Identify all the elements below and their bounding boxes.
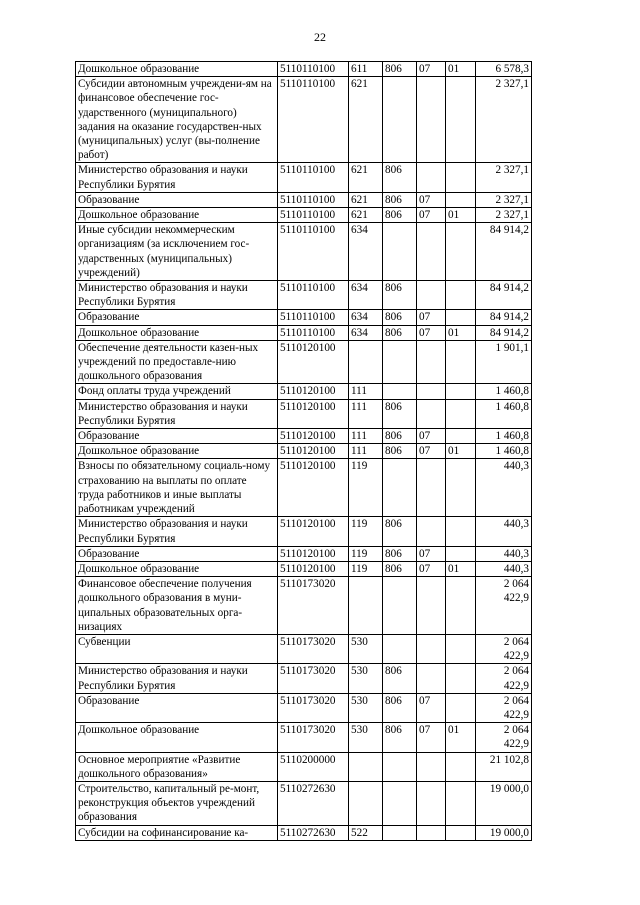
subsection-code <box>446 459 476 517</box>
expense-type-code: 530 <box>349 664 383 693</box>
expense-type-code: 634 <box>349 281 383 310</box>
table-row <box>76 459 532 517</box>
table-row <box>76 208 532 223</box>
target-article-code: 5110173020 <box>278 577 349 635</box>
ministry-code: 806 <box>383 546 417 561</box>
target-article-code: 5110272630 <box>278 781 349 825</box>
ministry-code: 806 <box>383 325 417 340</box>
ministry-code: 806 <box>383 517 417 546</box>
expense-type-code: 621 <box>349 192 383 207</box>
ministry-code <box>383 781 417 825</box>
row-name: Дошкольное образование <box>76 723 278 752</box>
section-code <box>417 781 446 825</box>
expense-type-code <box>349 577 383 635</box>
budget-table-body <box>76 62 532 841</box>
target-article-code: 5110110100 <box>278 208 349 223</box>
row-name: Министерство образования и науки Республики Бурятия <box>76 517 278 546</box>
table-row <box>76 781 532 825</box>
expense-type-code: 119 <box>349 561 383 576</box>
subsection-code <box>446 693 476 722</box>
subsection-code <box>446 384 476 399</box>
subsection-code: 01 <box>446 561 476 576</box>
section-code: 07 <box>417 546 446 561</box>
section-code <box>417 223 446 281</box>
subsection-code: 01 <box>446 62 476 77</box>
amount: 84 914,2 <box>476 223 532 281</box>
section-code <box>417 752 446 781</box>
expense-type-code <box>349 752 383 781</box>
target-article-code: 5110110100 <box>278 163 349 192</box>
amount: 2 064 422,9 <box>476 664 532 693</box>
subsection-code <box>446 752 476 781</box>
target-article-code: 5110120100 <box>278 384 349 399</box>
ministry-code: 806 <box>383 192 417 207</box>
row-name: Субсидии на софинансирование ка- <box>76 825 278 840</box>
target-article-code: 5110120100 <box>278 429 349 444</box>
amount: 1 460,8 <box>476 429 532 444</box>
expense-type-code: 611 <box>349 62 383 77</box>
amount: 1 460,8 <box>476 384 532 399</box>
row-name: Взносы по обязательному социаль-ному страхованию на выплаты по оплате труда работников и иные выплаты работникам учреждений <box>76 459 278 517</box>
ministry-code: 806 <box>383 693 417 722</box>
amount: 2 327,1 <box>476 208 532 223</box>
subsection-code <box>446 825 476 840</box>
expense-type-code: 119 <box>349 517 383 546</box>
subsection-code <box>446 781 476 825</box>
expense-type-code <box>349 340 383 384</box>
expense-type-code: 634 <box>349 325 383 340</box>
target-article-code: 5110110100 <box>278 77 349 163</box>
subsection-code: 01 <box>446 723 476 752</box>
expense-type-code: 111 <box>349 444 383 459</box>
ministry-code: 806 <box>383 163 417 192</box>
subsection-code <box>446 517 476 546</box>
subsection-code: 01 <box>446 208 476 223</box>
table-row <box>76 281 532 310</box>
target-article-code: 5110120100 <box>278 340 349 384</box>
row-name: Строительство, капитальный ре-монт, реконструкция объектов учреждений образования <box>76 781 278 825</box>
amount: 2 064 422,9 <box>476 577 532 635</box>
amount: 440,3 <box>476 561 532 576</box>
table-row <box>76 664 532 693</box>
table-row <box>76 325 532 340</box>
amount: 2 064 422,9 <box>476 634 532 663</box>
table-row <box>76 517 532 546</box>
target-article-code: 5110120100 <box>278 561 349 576</box>
ministry-code <box>383 384 417 399</box>
ministry-code: 806 <box>383 399 417 428</box>
ministry-code: 806 <box>383 444 417 459</box>
amount: 2 064 422,9 <box>476 693 532 722</box>
amount: 440,3 <box>476 517 532 546</box>
target-article-code: 5110272630 <box>278 825 349 840</box>
row-name: Министерство образования и науки Республики Бурятия <box>76 399 278 428</box>
table-row <box>76 546 532 561</box>
row-name: Субсидии автономным учреждени-ям на финансовое обеспечение гос-ударственного (муниципального) задания на оказание государствен-ных (муниципальных) услуг (вы-полнение работ) <box>76 77 278 163</box>
section-code <box>417 664 446 693</box>
ministry-code <box>383 577 417 635</box>
row-name: Субвенции <box>76 634 278 663</box>
amount: 19 000,0 <box>476 825 532 840</box>
section-code: 07 <box>417 444 446 459</box>
expense-type-code: 621 <box>349 77 383 163</box>
ministry-code: 806 <box>383 429 417 444</box>
amount: 84 914,2 <box>476 310 532 325</box>
ministry-code <box>383 825 417 840</box>
row-name: Образование <box>76 192 278 207</box>
table-row <box>76 825 532 840</box>
table-row <box>76 223 532 281</box>
amount: 440,3 <box>476 546 532 561</box>
target-article-code: 5110110100 <box>278 310 349 325</box>
table-row <box>76 163 532 192</box>
expense-type-code: 530 <box>349 693 383 722</box>
row-name: Министерство образования и науки Республики Бурятия <box>76 281 278 310</box>
target-article-code: 5110120100 <box>278 517 349 546</box>
target-article-code: 5110110100 <box>278 281 349 310</box>
subsection-code <box>446 281 476 310</box>
table-row <box>76 399 532 428</box>
amount: 2 327,1 <box>476 192 532 207</box>
amount: 440,3 <box>476 459 532 517</box>
page-number: 22 <box>314 30 326 44</box>
section-code: 07 <box>417 62 446 77</box>
section-code <box>417 459 446 517</box>
subsection-code <box>446 77 476 163</box>
expense-type-code: 634 <box>349 223 383 281</box>
expense-type-code: 522 <box>349 825 383 840</box>
row-name: Министерство образования и науки Республики Бурятия <box>76 664 278 693</box>
subsection-code <box>446 634 476 663</box>
table-row <box>76 192 532 207</box>
ministry-code <box>383 340 417 384</box>
amount: 19 000,0 <box>476 781 532 825</box>
row-name: Дошкольное образование <box>76 62 278 77</box>
row-name: Дошкольное образование <box>76 444 278 459</box>
expense-type-code: 111 <box>349 429 383 444</box>
row-name: Иные субсидии некоммерческим организациям (за исключением гос-ударственных (муниципальных) учреждений) <box>76 223 278 281</box>
section-code <box>417 163 446 192</box>
subsection-code: 01 <box>446 444 476 459</box>
target-article-code: 5110120100 <box>278 444 349 459</box>
amount: 84 914,2 <box>476 281 532 310</box>
table-row <box>76 340 532 384</box>
section-code <box>417 825 446 840</box>
expense-type-code: 119 <box>349 546 383 561</box>
amount: 6 578,3 <box>476 62 532 77</box>
table-row <box>76 634 532 663</box>
section-code <box>417 77 446 163</box>
target-article-code: 5110173020 <box>278 634 349 663</box>
section-code: 07 <box>417 723 446 752</box>
subsection-code <box>446 429 476 444</box>
table-row <box>76 77 532 163</box>
expense-type-code <box>349 781 383 825</box>
expense-type-code: 634 <box>349 310 383 325</box>
table-row <box>76 561 532 576</box>
subsection-code <box>446 546 476 561</box>
ministry-code: 806 <box>383 561 417 576</box>
target-article-code: 5110110100 <box>278 223 349 281</box>
row-name: Образование <box>76 310 278 325</box>
ministry-code: 806 <box>383 664 417 693</box>
ministry-code: 806 <box>383 723 417 752</box>
table-row <box>76 723 532 752</box>
section-code <box>417 517 446 546</box>
row-name: Образование <box>76 693 278 722</box>
ministry-code: 806 <box>383 310 417 325</box>
amount: 2 327,1 <box>476 163 532 192</box>
section-code: 07 <box>417 192 446 207</box>
target-article-code: 5110120100 <box>278 399 349 428</box>
amount: 2 064 422,9 <box>476 723 532 752</box>
table-row <box>76 62 532 77</box>
row-name: Министерство образования и науки Республики Бурятия <box>76 163 278 192</box>
row-name: Финансовое обеспечение получения дошкольного образования в муни-ципальных образовательных орга-низациях <box>76 577 278 635</box>
section-code <box>417 577 446 635</box>
ministry-code: 806 <box>383 208 417 223</box>
table-row <box>76 384 532 399</box>
target-article-code: 5110200000 <box>278 752 349 781</box>
ministry-code <box>383 223 417 281</box>
amount: 1 901,1 <box>476 340 532 384</box>
row-name: Основное мероприятие «Развитие дошкольного образования» <box>76 752 278 781</box>
table-row <box>76 310 532 325</box>
subsection-code <box>446 310 476 325</box>
subsection-code: 01 <box>446 325 476 340</box>
row-name: Дошкольное образование <box>76 561 278 576</box>
subsection-code <box>446 577 476 635</box>
target-article-code: 5110173020 <box>278 664 349 693</box>
row-name: Фонд оплаты труда учреждений <box>76 384 278 399</box>
section-code <box>417 634 446 663</box>
ministry-code <box>383 752 417 781</box>
subsection-code <box>446 399 476 428</box>
row-name: Обеспечение деятельности казен-ных учреждений по предоставле-нию дошкольного образования <box>76 340 278 384</box>
ministry-code <box>383 634 417 663</box>
target-article-code: 5110120100 <box>278 459 349 517</box>
expense-type-code: 621 <box>349 163 383 192</box>
table-row <box>76 444 532 459</box>
table-row <box>76 577 532 635</box>
target-article-code: 5110120100 <box>278 546 349 561</box>
budget-table <box>75 61 532 841</box>
row-name: Дошкольное образование <box>76 208 278 223</box>
ministry-code <box>383 77 417 163</box>
ministry-code: 806 <box>383 281 417 310</box>
section-code: 07 <box>417 429 446 444</box>
target-article-code: 5110110100 <box>278 192 349 207</box>
subsection-code <box>446 223 476 281</box>
target-article-code: 5110110100 <box>278 325 349 340</box>
amount: 84 914,2 <box>476 325 532 340</box>
target-article-code: 5110173020 <box>278 723 349 752</box>
expense-type-code: 530 <box>349 723 383 752</box>
amount: 1 460,8 <box>476 444 532 459</box>
table-row <box>76 693 532 722</box>
expense-type-code: 621 <box>349 208 383 223</box>
section-code <box>417 340 446 384</box>
subsection-code <box>446 163 476 192</box>
section-code: 07 <box>417 310 446 325</box>
section-code <box>417 399 446 428</box>
amount: 21 102,8 <box>476 752 532 781</box>
section-code: 07 <box>417 208 446 223</box>
target-article-code: 5110173020 <box>278 693 349 722</box>
table-row <box>76 429 532 444</box>
section-code: 07 <box>417 693 446 722</box>
table-row <box>76 752 532 781</box>
row-name: Образование <box>76 546 278 561</box>
ministry-code: 806 <box>383 62 417 77</box>
expense-type-code: 530 <box>349 634 383 663</box>
row-name: Образование <box>76 429 278 444</box>
ministry-code <box>383 459 417 517</box>
subsection-code <box>446 192 476 207</box>
subsection-code <box>446 340 476 384</box>
expense-type-code: 111 <box>349 399 383 428</box>
amount: 2 327,1 <box>476 77 532 163</box>
row-name: Дошкольное образование <box>76 325 278 340</box>
section-code: 07 <box>417 325 446 340</box>
expense-type-code: 111 <box>349 384 383 399</box>
section-code <box>417 384 446 399</box>
subsection-code <box>446 664 476 693</box>
amount: 1 460,8 <box>476 399 532 428</box>
expense-type-code: 119 <box>349 459 383 517</box>
section-code <box>417 281 446 310</box>
section-code: 07 <box>417 561 446 576</box>
target-article-code: 5110110100 <box>278 62 349 77</box>
